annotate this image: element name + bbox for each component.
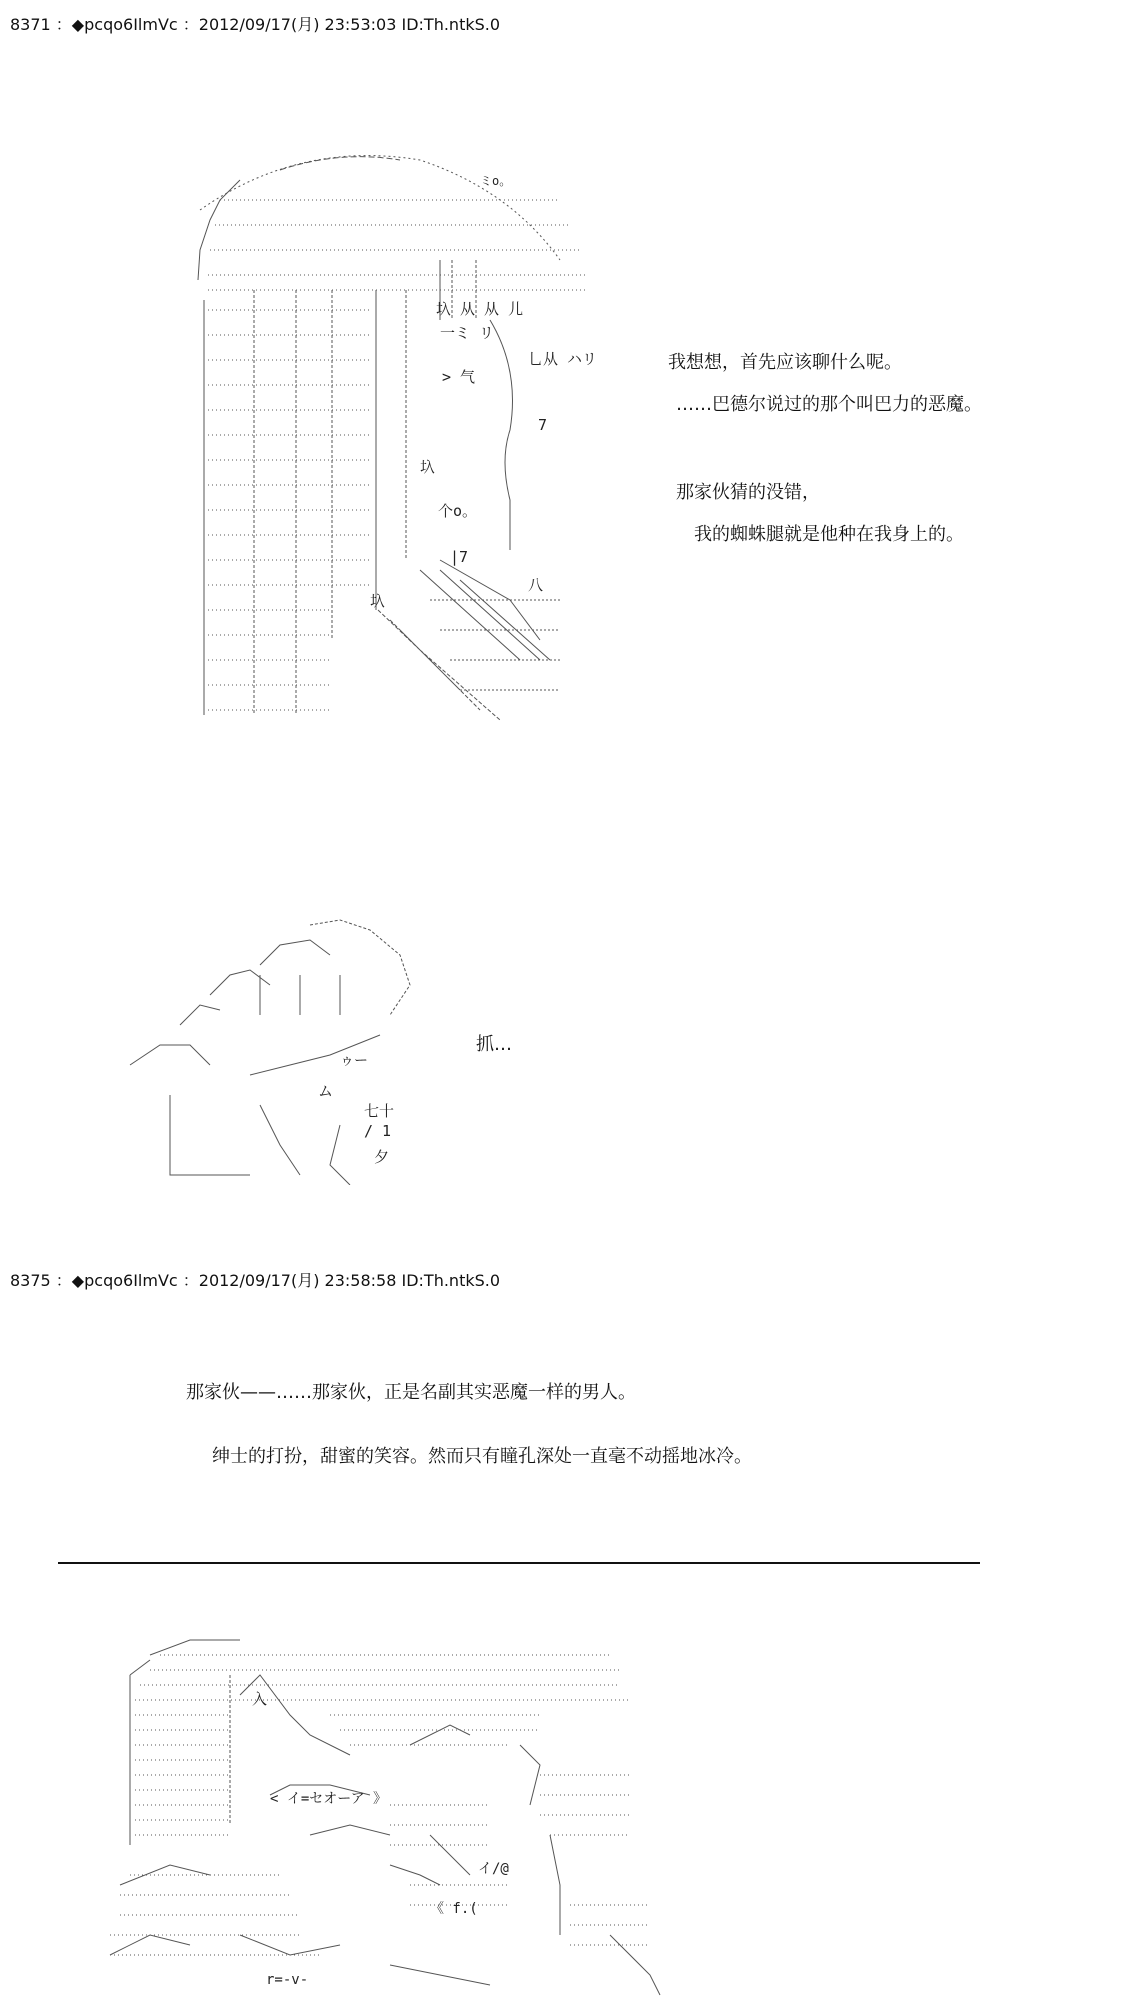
post-text-line: ……巴德尔说过的那个叫巴力的恶魔。 xyxy=(676,394,982,415)
art-fragment: 一ミ リ xyxy=(440,324,495,342)
post-header: 8371 ：◆pcqo6IlmVc ：2012/09/17(月) 23:53:03 ID:Th.ntkS.0 xyxy=(10,15,501,34)
art-fragment: > 气 xyxy=(442,368,476,386)
post-text-line: 绅士的打扮，甜蜜的笑容。然而只有瞳孔深处一直毫不动摇地冰冷。 xyxy=(212,1446,752,1467)
art-fragment: 入 xyxy=(252,1690,268,1708)
ascii-art-figure-gentleman xyxy=(90,1635,670,2000)
post-text-line: 我想想，首先应该聊什么呢。 xyxy=(668,352,902,373)
art-fragment: r=-v- xyxy=(266,1972,309,1988)
ascii-art-grabbing-hand xyxy=(110,915,430,1185)
art-fragment: ミo。 xyxy=(480,174,512,188)
ascii-art-figure-hair xyxy=(40,140,600,730)
art-fragment: 圦 xyxy=(370,592,386,610)
art-fragment: < イ=セオーア 》 xyxy=(270,1791,388,1807)
post-text-line: 我的蜘蛛腿就是他种在我身上的。 xyxy=(694,524,964,545)
art-fragment: 7 xyxy=(538,416,548,434)
art-fragment: |7 xyxy=(450,548,469,566)
art-fragment: 个o。 xyxy=(438,502,478,520)
art-fragment: イ/@ xyxy=(478,1861,509,1877)
post-text-line: 那家伙——……那家伙，正是名副其实恶魔一样的男人。 xyxy=(186,1382,636,1403)
post-text-line: 那家伙猜的没错， xyxy=(676,482,820,503)
horizontal-divider xyxy=(58,1562,980,1564)
art-fragment: 圦 从 从 儿 xyxy=(436,300,524,318)
art-fragment: 七十 xyxy=(364,1102,395,1120)
art-fragment: ゥー xyxy=(340,1053,368,1069)
art-fragment: / 1 xyxy=(364,1122,392,1140)
art-fragment: 乚从 ハリ xyxy=(528,350,598,368)
art-fragment: 夕 xyxy=(374,1148,390,1166)
art-fragment: ム xyxy=(318,1082,334,1100)
art-fragment: 《 f.( xyxy=(430,1901,478,1917)
art-fragment: 八 xyxy=(528,576,544,594)
post-header: 8375 ：◆pcqo6IlmVc ：2012/09/17(月) 23:58:58 ID:Th.ntkS.0 xyxy=(10,1271,501,1290)
art-fragment: 圦 xyxy=(420,458,436,476)
post-text-line: 抓… xyxy=(476,1034,512,1055)
